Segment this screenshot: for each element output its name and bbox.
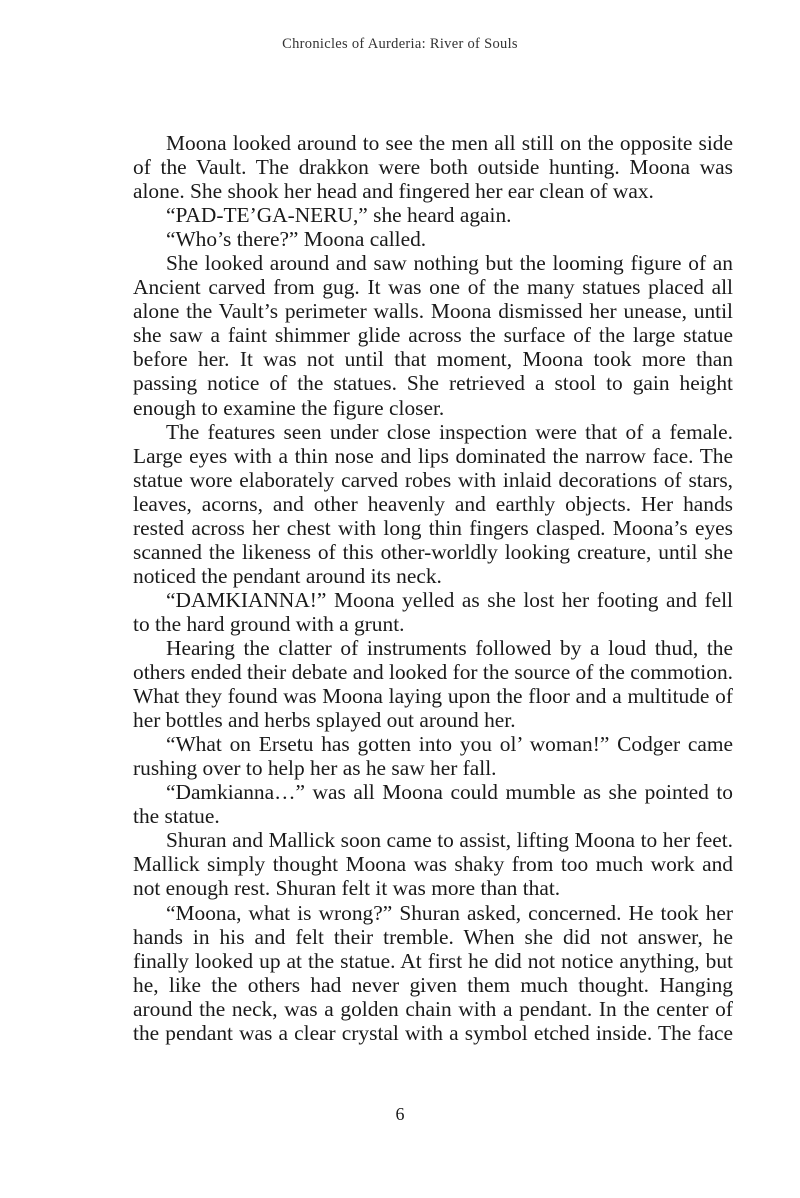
paragraph: “Who’s there?” Moona called. xyxy=(166,227,427,252)
page-number: 6 xyxy=(395,1104,405,1124)
paragraph: “Damkianna…” was all Moona could mumble as she pointed to the statue. xyxy=(133,780,733,829)
paragraph: “DAMKIANNA!” Moona yelled as she lost her footing and fell to the hard ground with a grunt. xyxy=(133,587,733,636)
paragraph: Shuran and Mallick soon came to assist, lifting Moona to her feet. Mallick simply thought Moona was shaky from too much work and not enough rest. Shuran felt it was more than that. xyxy=(133,828,733,901)
body-text xyxy=(133,131,733,1045)
paragraph-last: “Moona, what is wrong?” Shuran asked, concerned. He took her hands in his and felt their tremble. When she did not answer, he finally looked up at the statue. At first he did not notice anything, but he, like the others had never given them much thought. Hanging around the neck, was a golden chain with a pendant. In the center of the pendant was a clear crystal with a symbol etched inside. The face xyxy=(133,900,733,1045)
paragraph: Hearing the clatter of instruments followed by a loud thud, the others ended their debate and looked for the source of the commotion. What they found was Moona laying upon the floor and a multitude of her bottles and herbs splayed out around her. xyxy=(133,635,733,733)
paragraph: The features seen under close inspection were that of a female. Large eyes with a thin nose and lips dominated the narrow face. The statue wore elaborately carved robes with inlaid decorations of stars, leaves, acorns, and other heavenly and earthly objects. Her hands rested across her chest with long thin fingers clasped. Moona’s eyes scanned the likeness of this other-worldly looking creature, until she noticed the pendant around its neck. xyxy=(133,419,733,588)
paragraph: “What on Ersetu has gotten into you ol’ woman!” Codger came rushing over to help her as he saw her fall. xyxy=(133,732,733,781)
paragraph: Moona looked around to see the men all still on the opposite side of the Vault. The drakkon were both outside hunting. Moona was alone. She shook her head and fingered her ear clean of wax. xyxy=(133,131,733,204)
paragraph: She looked around and saw nothing but the looming figure of an Ancient carved from gug. It was one of the many statues placed all alone the Vault’s perimeter walls. Moona dismissed her unease, until she saw a faint shimmer glide across the surface of the large statue before her. It was not until that moment, Moona took more than passing notice of the statues. She retrieved a stool to gain height enough to examine the figure closer. xyxy=(133,251,733,420)
paragraph: “PAD-TE’GA-NERU,” she heard again. xyxy=(166,203,512,228)
running-header: Chronicles of Aurderia: River of Souls xyxy=(282,36,518,52)
